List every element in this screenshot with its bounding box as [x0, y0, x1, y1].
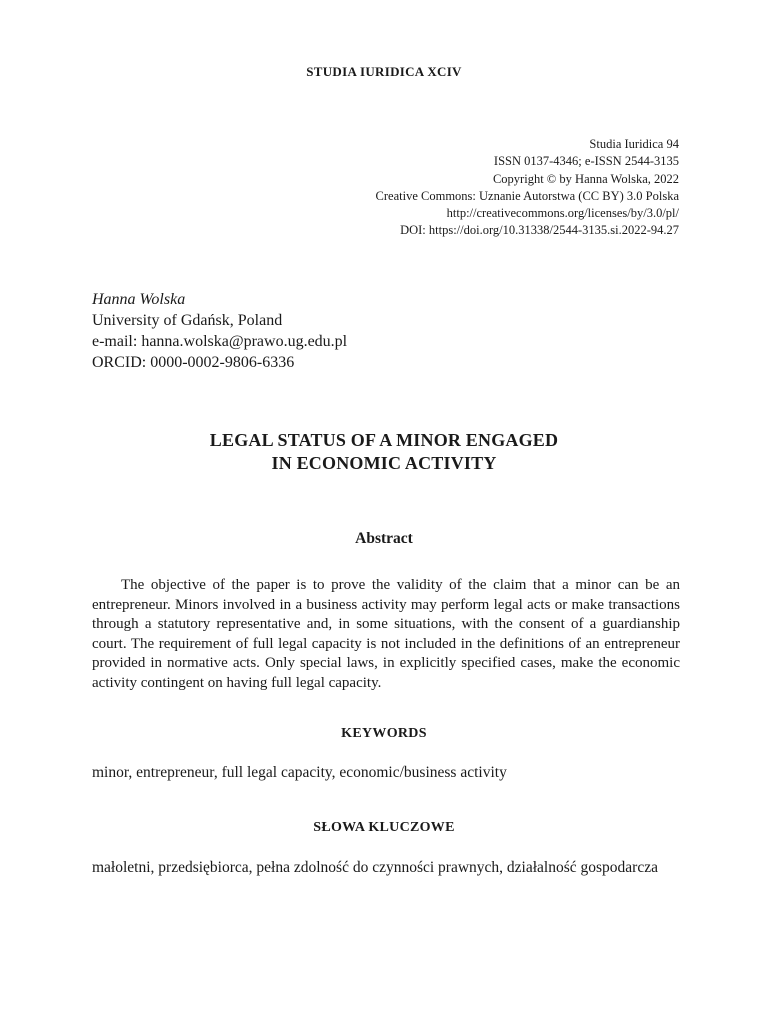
running-head: STUDIA IURIDICA XCIV: [306, 64, 462, 79]
keywords-text: minor, entrepreneur, full legal capacity, economic/business activity: [92, 764, 507, 781]
slowa-kluczowe-text: małoletni, przedsiębiorca, pełna zdolność do czynności prawnych, działalność gospodarcza: [92, 859, 658, 876]
title-line-2: IN ECONOMIC ACTIVITY: [271, 453, 497, 473]
license-link[interactable]: http://creativecommons.org/licenses/by/3.0/pl/: [446, 206, 679, 221]
slowa-kluczowe-heading: SŁOWA KLUCZOWE: [313, 820, 455, 835]
issn: ISSN 0137-4346; e-ISSN 2544-3135: [493, 154, 679, 169]
journal-name: Studia Iuridica 94: [589, 137, 679, 151]
keywords-heading: KEYWORDS: [341, 726, 427, 741]
author-orcid: ORCID: 0000-0002-9806-6336: [92, 354, 295, 371]
title-line-1: LEGAL STATUS OF A MINOR ENGAGED: [209, 430, 559, 450]
author-affiliation: University of Gdańsk, Poland: [92, 312, 283, 329]
abstract-heading: Abstract: [355, 530, 413, 547]
abstract-text: The objective of the paper is to prove the validity of the claim that a minor can be an entrepreneur. Minors involved in a business activity may perform legal acts or make transactions through a statutory representative and, in some situations, with the consent of a guardianship court. The requirement of full legal capacity is not included in the definitions of an entrepreneur provided in normative acts. Only special laws, in explicitly specified cases, make the economic activity contingent on having full legal capacity.: [92, 577, 680, 691]
author-email[interactable]: e-mail: hanna.wolska@prawo.ug.edu.pl: [92, 333, 348, 350]
copyright: Copyright © by Hanna Wolska, 2022: [492, 171, 679, 186]
license: Creative Commons: Uznanie Autorstwa (CC BY) 3.0 Polska: [375, 188, 679, 203]
doi-link[interactable]: DOI: https://doi.org/10.31338/2544-3135.si.2022-94.27: [400, 223, 679, 238]
paper-title: [0, 429, 768, 475]
author-name: Hanna Wolska: [92, 291, 186, 308]
publication-metadata: [376, 136, 679, 240]
author-block: [92, 289, 347, 373]
